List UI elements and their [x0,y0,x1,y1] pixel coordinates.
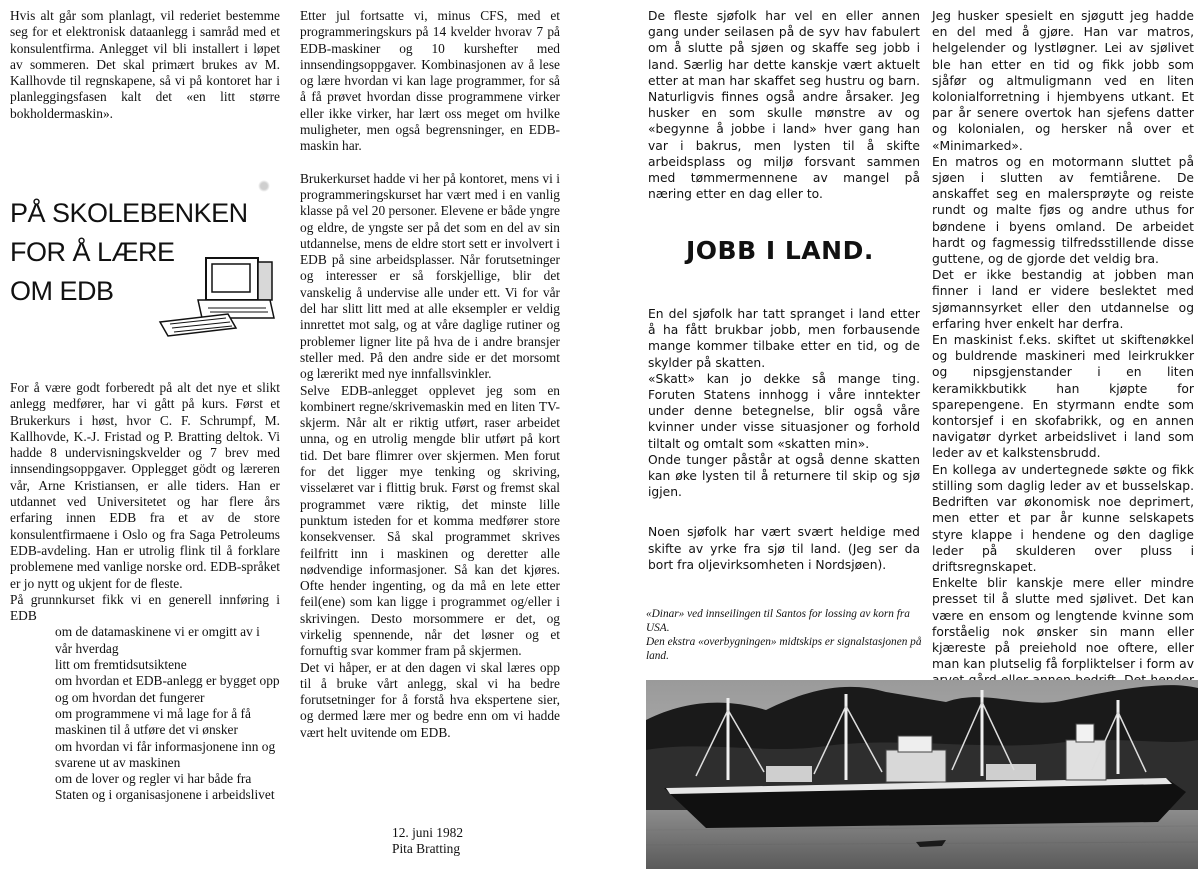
intro-paragraph [10,8,280,122]
article-heading-jobb: JOBB I LAND. [686,236,874,265]
heading-line: PÅ SKOLEBENKEN [10,198,248,228]
ship-photograph [646,680,1198,869]
paragraph: En maskinist f.eks. skiftet ut skiftenøkkel og buldrende maskineri med leirkrukker og nipsgjenstander i en liten keramikkbutikk han kjøpte for sparepengene. En styrmann endte som kontorsjef i en skofabrikk, og en annen navigatør dyrket arbeidslivet i land som leder av et kalkstensbrudd. [932,333,1194,461]
heading-line: OM EDB [10,276,114,306]
list-item: om hvordan vi får informasjonene inn og svarene ut av maskinen [55,738,276,770]
page-gutter [598,0,640,869]
paragraph: Noen sjøfolk har vært svært heldige med skifte av yrke fra sjø til land. (Jeg ser da bort fra oljevirksomheten i Nordsjøen). [648,525,920,572]
column-2-body [300,8,560,741]
paragraph: Etter jul fortsatte vi, minus CFS, med et programmeringskurs på 14 kvelder hvorav 7 på EDB-maskiner og 10 kurshefter med innsendingsoppgaver. Kombinasjonen av å lese og lære hvordan vi kan lage programmer, for så å få prøvet hvordan disse programmene virker eller ikke virker, har lært oss meget om hvilke muligheter, men også begrensninger, en EDB-maskin har. [300,8,560,154]
caption-line: «Dinar» ved innseilingen til Santos for lossing av korn fra USA. [646,608,910,634]
caption-line: Den ekstra «overbygningen» midtskips er signalstasjonen på land. [646,636,922,662]
list-item: om de lover og regler vi har både fra Staten og i organisasjonene i arbeidslivet [55,771,275,803]
paragraph: Brukerkurset hadde vi her på kontoret, mens vi i programmeringskurset har vært med i en vanlig klasse på vel 20 personer. Elevene er både yngre og eldre, de yngste ser på det som en del av sin utdannelse, mens de eldre stort sett er involvert i EDB på sine arbeidsplasser. Når forutsetninger og interesser er så forskjellige, blir det vanskelig å undervise alle under ett. Vi for vår del har slitt litt med at alle eksempler er veldig innrettet mot salg, og at våre daglige rutiner og problemer ligner lite på hva de i andre bransjer steller med. På den andre side er det morsomt og lærerikt med nye innfallsvinkler. [300,170,560,382]
list-item: litt om fremtidsutsiktene [55,657,187,673]
course-topic-list [10,624,280,803]
list-item: om programmene vi må lage for å få maskinen til å utføre det vi ønsker [55,705,251,738]
intro-text: Hvis alt går som planlagt, vil rederiet bestemme seg for et elektronisk dataanlegg i samråd med et konsulentfirma. Anlegget vil bli installert i løpet av sommeren. Det skal primært brukes av M. Kallhovde til regnskapene, så vi på kontoret har i planleggingsfasen kalt det «en litt større bokholdermaskin». [10,8,280,121]
paragraph: Enkelte blir kanskje mere eller mindre presset til å slutte med sjølivet. Det kan være en ensom og lengtende kvinne som forståelig nok ønsker sin mann eller kjæreste på preiehold noe oftere, eller man kan plutselig få forpliktelser i form av [932,576,1194,672]
paragraph: En kollega av undertegnede søkte og fikk stilling som daglig leder av et busselskap. Bedriften var økonomisk noe deprimert, men etter et par år kunne selskapets styre klappe i hendene og den daglige leder på skulderen over pluss i driftsregnskapet. [932,462,1194,574]
list-item: om hvordan et EDB-anlegg er bygget opp og om hvordan det fungerer [55,673,280,705]
column-1-body [10,380,280,804]
list-item: om de datamaskinene vi er omgitt av i vår hverdag [55,624,260,656]
paragraph: Selve EDB-anlegget opplevet jeg som en kombinert regne/skrivemaskin med en liten TV-skjerm. Når alt er riktig utført, raser arbeidet unna, og en utrolig mengde blir utført på kort tid. Det bare flimrer over skjermen. Men forut for det ligger mye tenking og skriving, visselæret var i flittig bruk. Først og fremst skal programmet være riktig, det minste lille punktum isteden for et komma medfører store konsekvenser. Så skal programmet skrives feilfritt inn i maskinen og deretter alle nødvendige informasjoner. Så kan det kjøres. Ofte hender ingenting, og da må en lete etter feil(ene) som kan ligge i programmet og/eller i skrivingen. Desto morsommere er det, og virkelig spennende, når det løsner og et fornuftig svar kommer fram på skjermen. [300,382,560,659]
date: 12. juni 1982 [392,825,464,840]
column-4-body [932,8,1194,705]
paragraph: Det vi håper, er at den dagen vi skal læres opp til å bruke vårt anlegg, skal vi ha bedre forutsetninger for å forstå hva ekspertene sier, og dermed lære mer og bedre enn om vi hadde vært helt uvitende om EDB. [300,659,560,740]
paragraph: En del sjøfolk har tatt spranget i land etter å ha fått brukbar jobb, men forbausende mange kommer tilbake etter en tid, og de skylder på skatten. [648,307,920,370]
heading-line: FOR Å LÆRE [10,237,175,267]
paragraph: Det er ikke bestandig at jobben man finner i land er videre beslektet med sjømannsyrket eller den utdannelse og erfaring hver enkelt har derfra. [932,268,1194,331]
column-3-top [648,8,920,202]
paragraph: På grunnkurset fikk vi en generell innføring i EDB [10,591,280,624]
photo-caption [646,607,936,663]
paragraph: For å være godt forberedt på alt det nye et slikt anlegg medfører, har vi gått på kurs. Først et Brukerkurs i høst, hvor C. F. Schrumpf, M. Kallhovde, K.-J. Fristad og P. Bratting deltok. Vi hadde 8 undervisningskvelder og 7 brev med innsendingsoppgaver. Opplegget gödt og læreren vår, Arne Kristiansen, er alle tiders. Han er utdannet ved Universitetet og har flere års erfaring innen EDB fra et av de store konsulentfirmaene i Oslo og fra Saga Petroleums EDB-avdeling. Han er utrolig flink til å forklare problemene med vanlige norske ord. EDB-språket er jo nytt og ukjent for de fleste. [10,380,280,591]
paragraph: En matros og en motormann sluttet på sjøen i slutten av femtiårene. De anskaffet seg en malersprøyte og reiste rundt og malte fjøs og andre uthus for bøndene i byens omland. De arbeidet hardt og fagmessig tilfredsstillende disse guttene, og de gjorde det veldig bra. [932,154,1194,267]
paragraph: «Skatt» kan jo dekke så mange ting. Foruten Statens innhogg i våre inntekter under denne betegnelse, blir også våre kvinner under visse situasjoner og forhold tiltalt og omtalt som «skatten min». [648,371,920,451]
paragraph: Onde tunger påstår at også denne skatten kan øke lysten til å returnere til skip og sjø igjen. [648,452,920,500]
article-signature [392,825,463,857]
column-3-body [648,306,920,573]
paper-blemish [258,180,270,192]
author: Pita Bratting [392,841,461,856]
computer-illustration [158,256,276,338]
paragraph: Jeg husker spesielt en sjøgutt jeg hadde en del med å gjøre. Han var matros, helgelender og lystløgner. Lei av sjølivet ble han etter en tid og fikk jobb som sjåfør og altmuligmann ved en liten kolonialforretning i hjembyens utkant. Et par år senere overtok han sjefens datter og kolonialen, og hersker nå over et «Minimarked». [932,9,1194,153]
paragraph: De fleste sjøfolk har vel en eller annen gang under seilasen på de syv hav fabulert om å slutte på sjøen og skaffe seg jobb i land. Særlig har dette kanskje vært aktuelt etter at man har skaffet seg hustru og barn. Naturligvis finnes også andre årsaker. Jeg husker en som skulle mønstre av og «begynne å jobbe i land» hver gang han var i bakrus, men lysten til å skifte arbeidsplass og miljø forsvant sammen med tømmermennene av mangel på næring etter en dag eller to. [648,9,920,202]
